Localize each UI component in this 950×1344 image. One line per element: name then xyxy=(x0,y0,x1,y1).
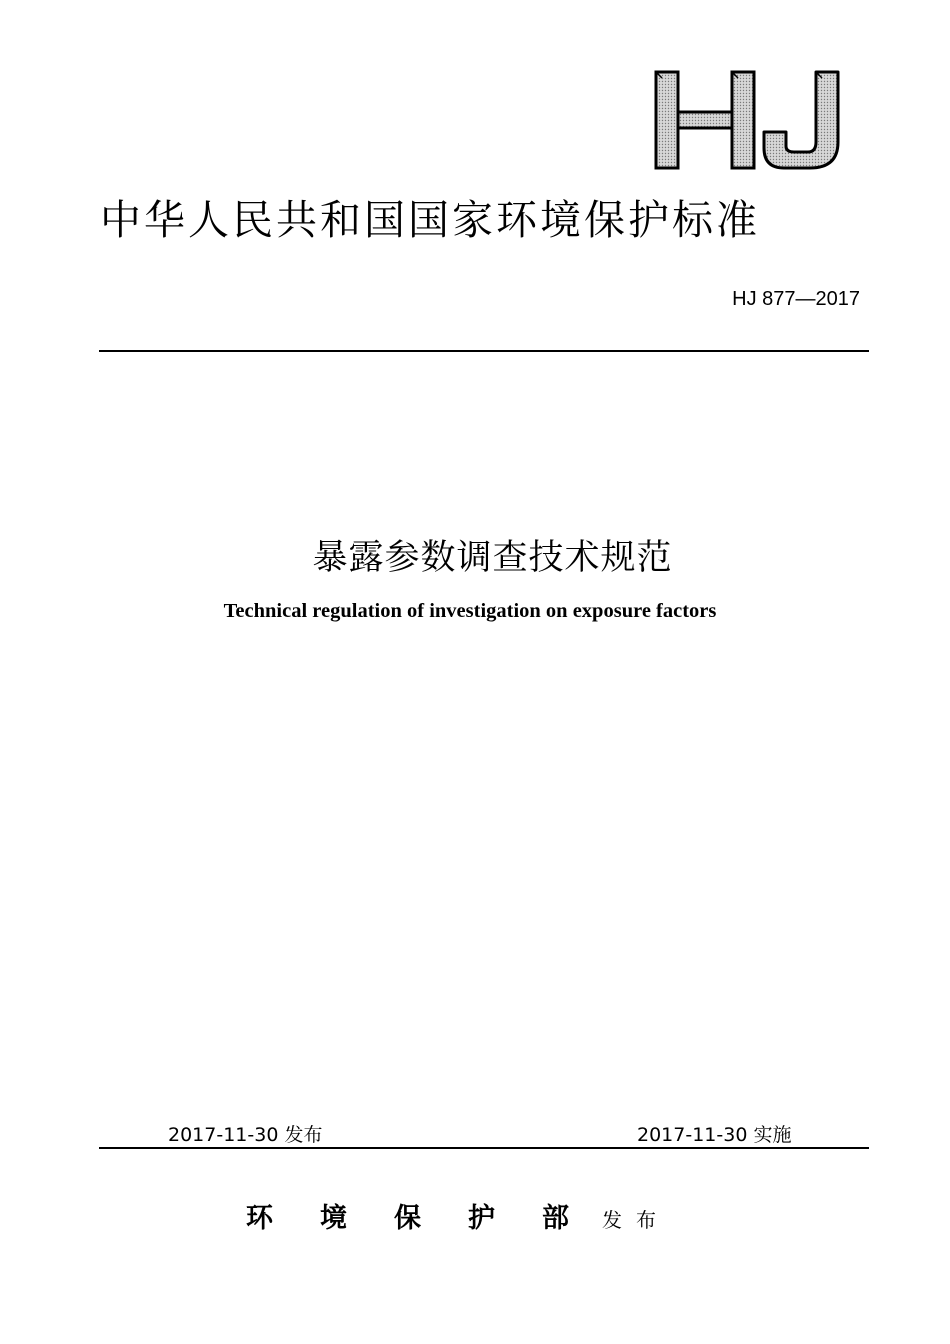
document-title-english: Technical regulation of investigation on exposure factors xyxy=(223,600,717,622)
implementation-date: 2017-11-30 实施 xyxy=(637,1124,792,1146)
organization-title: 中华人民共和国国家环境保护标准 xyxy=(100,196,760,244)
hj-logo xyxy=(652,68,844,172)
publisher-suffix: 发布 xyxy=(602,1208,670,1232)
logo-letter-h xyxy=(656,72,754,168)
issue-date: 2017-11-30 发布 xyxy=(168,1124,323,1146)
document-title-chinese: 暴露参数调查技术规范 xyxy=(312,538,673,578)
publisher-line xyxy=(246,1196,670,1235)
standard-number: HJ 877—2017 xyxy=(732,288,860,310)
bottom-divider xyxy=(99,1147,869,1149)
publisher-name: 环境保护部 xyxy=(246,1203,616,1234)
top-divider xyxy=(99,350,869,352)
logo-letter-j xyxy=(764,72,838,168)
